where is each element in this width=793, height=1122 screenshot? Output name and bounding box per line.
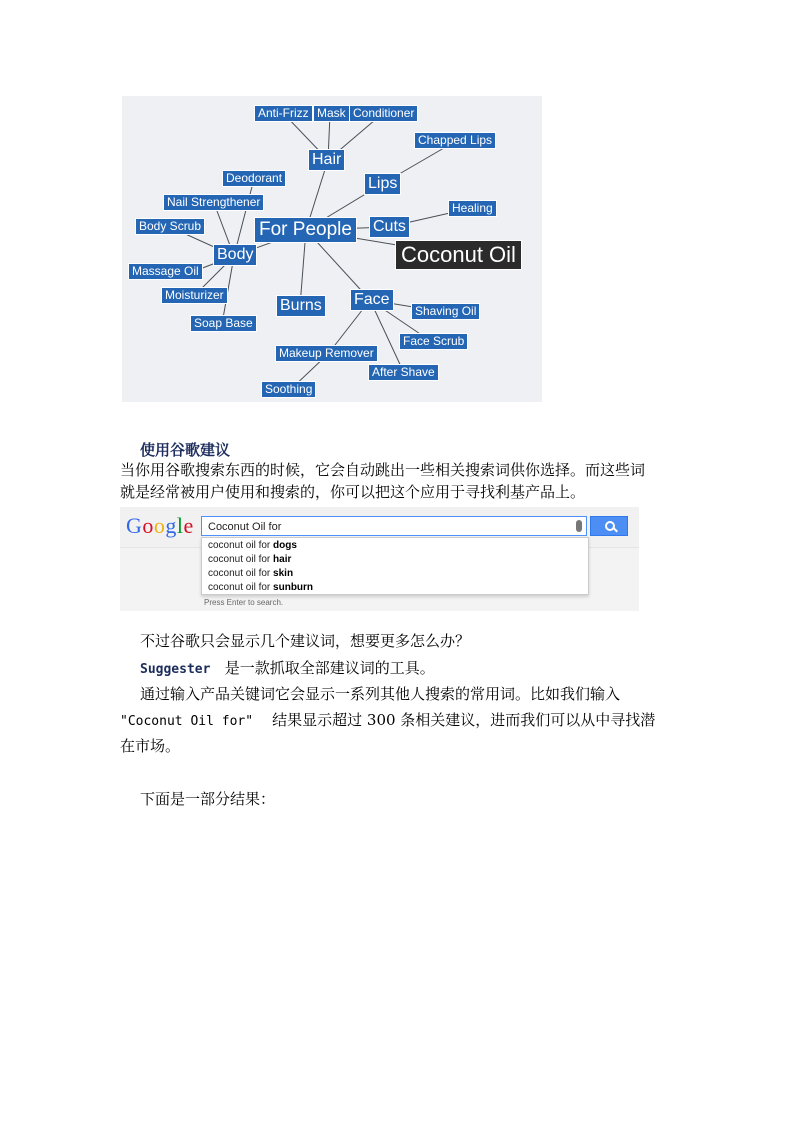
node-makeup-remover: Makeup Remover <box>276 346 377 361</box>
node-conditioner: Conditioner <box>350 106 417 121</box>
paragraph-line: 不过谷歌只会显示几个建议词，想要更多怎么办？ <box>140 632 471 650</box>
node-body: Body <box>214 245 256 265</box>
paragraph-line: 就是经常被用户使用和搜索的，你可以把这个应用于寻找利基产品上。 <box>120 483 586 501</box>
node-for-people: For People <box>255 218 356 242</box>
node-face: Face <box>351 290 393 310</box>
node-moisturizer: Moisturizer <box>162 288 227 303</box>
google-logo-letter: g <box>165 513 177 538</box>
google-logo-letter: e <box>183 513 194 538</box>
google-logo-letter: G <box>126 513 143 538</box>
mind-map <box>122 96 542 402</box>
paragraph-line: 下面是一部分结果： <box>140 790 276 808</box>
suggestion-item[interactable]: coconut oil for skin <box>208 568 294 579</box>
search-hint: Press Enter to search. <box>204 598 284 607</box>
tool-name: Suggester <box>140 662 211 677</box>
google-logo <box>126 513 194 539</box>
node-body-scrub: Body Scrub <box>136 219 204 234</box>
node-chapped-lips: Chapped Lips <box>415 133 495 148</box>
paragraph-line: 在市场。 <box>120 737 181 755</box>
node-soothing: Soothing <box>262 382 315 397</box>
node-nail-strengthener: Nail Strengthener <box>164 195 263 210</box>
node-cuts: Cuts <box>370 217 409 237</box>
google-logo-letter: l <box>176 513 184 538</box>
node-soap-base: Soap Base <box>191 316 256 331</box>
node-coconut-oil: Coconut Oil <box>396 241 521 269</box>
node-burns: Burns <box>277 296 325 316</box>
suggestion-item[interactable]: coconut oil for hair <box>208 554 292 565</box>
suggestion-dropdown <box>201 537 589 595</box>
search-button[interactable] <box>590 516 628 536</box>
search-input[interactable] <box>201 516 587 536</box>
paragraph-line: 通过输入产品关键词它会显示一系列其他人搜索的常用词。比如我们输入 <box>140 685 621 703</box>
google-logo-letter: o <box>153 513 166 538</box>
node-massage-oil: Massage Oil <box>129 264 202 279</box>
suggestion-item[interactable]: coconut oil for dogs <box>208 540 297 551</box>
node-lips: Lips <box>365 174 400 194</box>
suggestion-item[interactable]: coconut oil for sunburn <box>208 582 314 593</box>
google-logo-letter: o <box>142 513 154 538</box>
node-after-shave: After Shave <box>369 365 438 380</box>
paragraph-line <box>140 657 435 681</box>
node-anti-frizz: Anti-Frizz <box>255 106 312 121</box>
google-suggest-screenshot <box>120 507 639 611</box>
node-healing: Healing <box>449 201 496 216</box>
result-description: 结果显示超过 300 条相关建议，进而我们可以从中寻找潜 <box>272 711 656 729</box>
tool-description: 是一款抓取全部建议词的工具。 <box>224 659 435 677</box>
search-query-text: Coconut Oil for <box>208 521 282 533</box>
quoted-query: "Coconut Oil for" <box>120 714 254 729</box>
node-face-scrub: Face Scrub <box>400 334 467 349</box>
paragraph-line: 当你用谷歌搜索东西的时候，它会自动跳出一些相关搜索词供你选择。而这些词 <box>120 461 646 479</box>
node-shaving-oil: Shaving Oil <box>412 304 479 319</box>
node-mask: Mask <box>314 106 349 121</box>
microphone-icon[interactable] <box>576 520 582 532</box>
node-hair: Hair <box>309 150 344 170</box>
section-heading-google-suggest: 使用谷歌建议 <box>140 441 231 459</box>
paragraph-line <box>120 709 655 733</box>
node-deodorant: Deodorant <box>223 171 285 186</box>
